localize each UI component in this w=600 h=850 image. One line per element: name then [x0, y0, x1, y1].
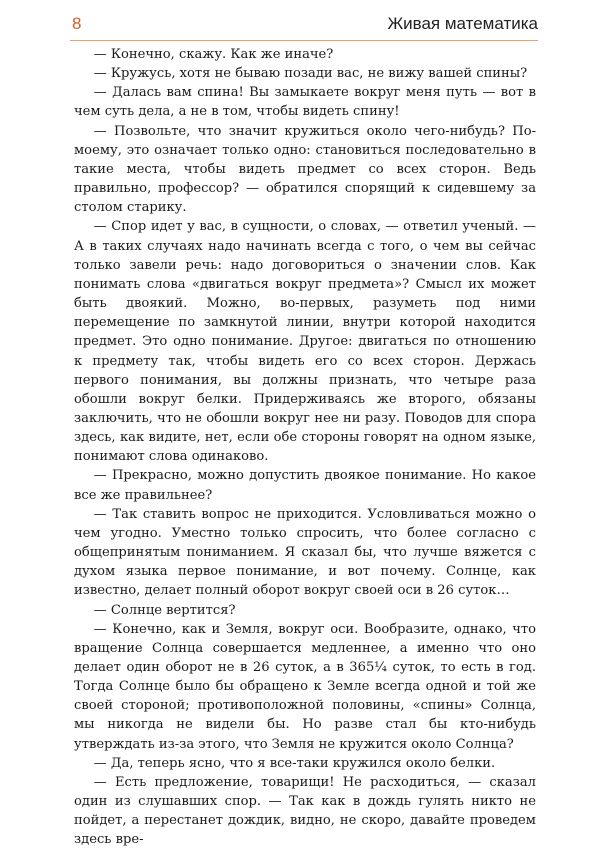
running-title: Живая математика [387, 14, 538, 33]
paragraph: — Далась вам спина! Вы замыкаете вокруг меня путь — вот в чем суть дела, а не в том, чтобы видеть спину! [74, 85, 536, 120]
paragraph: — Позвольте, что значит кружиться около чего-нибудь? По-моему, это означает только одно: становиться последовательно в такие места, чтобы видеть предмет со всех сторон. Ведь правильно, профессор? — обратился спорящий к сидевшему за столом старику. [74, 123, 536, 216]
paragraph: — Конечно, скажу. Как же иначе? [93, 47, 334, 62]
paragraph: — Кружусь, хотя не бываю позади вас, не вижу вашей спины? [93, 66, 528, 82]
page-number: 8 [72, 14, 82, 33]
header-rule [70, 40, 538, 41]
paragraph: — Конечно, как и Земля, вокруг оси. Вообразите, однако, что вращение Солнца совершается медленнее, а именно что оно делает один оборот не в 26 суток, а в 365¼ суток, то есть в год. Тогда Солнце было бы обращено к Земле всегда одной и той же своей стороной; противоположной половины, «спины» Солнца, мы никогда не видели бы. Но разве стал бы кто-нибудь утверждать из-за этого, что Земля не кружится около Солнца? [74, 621, 536, 752]
paragraph: — Да, теперь ясно, что я все-таки кружился около белки. [93, 755, 496, 771]
paragraph: — Так ставить вопрос не приходится. Условливаться можно о чем угодно. Уместно только спросить, что более согласно с общепринятым пониманием. Я сказал бы, что лучше вяжется с духом языка первое понимание, и вот почему. Солнце, как известно, делает полный оборот вокруг своей оси в 26 суток… [74, 506, 536, 599]
paragraph: — Прекрасно, можно допустить двоякое понимание. Но какое все же правильнее? [74, 468, 536, 503]
body-text [74, 45, 536, 850]
paragraph: — Спор идет у вас, в сущности, о словах, — ответил ученый. — А в таких случаях надо начинать всегда с того, о чем вы сейчас только завели речь: надо договориться о значении слов. Как понимать слова «двигаться вокруг предмета»? Смысл их может быть двоякий. Можно, во-первых, разуметь под ними перемещение по замкнутой линии, внутри которой находится предмет. Это одно понимание. Другое: двигаться по отношению к предмету так, чтобы видеть его со всех сторон. Держась первого понимания, вы должны признать, что четыре раза обошли вокруг белки. Придерживаясь же второго, обязаны заключить, что не обошли вокруг нее ни разу. Поводов для спора здесь, как видите, нет, если обе стороны говорят на одном языке, понимают слова одинаково. [74, 219, 536, 465]
paragraph: — Солнце вертится? [93, 602, 236, 618]
page-header [0, 0, 600, 42]
paragraph: — Есть предложение, товарищи! Не расходиться, — сказал один из слушавших спор. — Так как в дождь гулять никто не пойдет, а перестанет дождик, видно, не скоро, давайте проведем здесь вре- [74, 774, 536, 848]
